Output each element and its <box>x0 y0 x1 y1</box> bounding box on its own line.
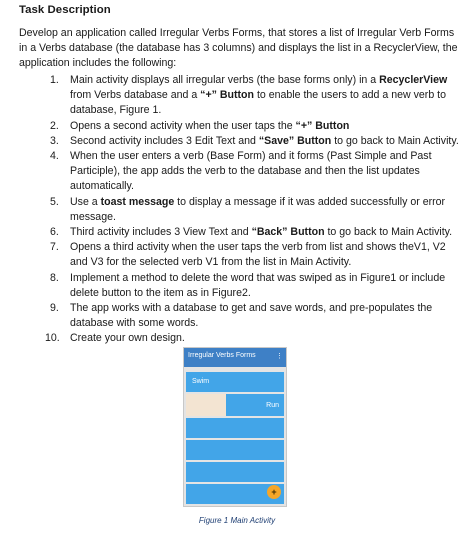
task-item <box>50 195 460 225</box>
task-item <box>50 271 460 301</box>
task-number: 7. <box>50 241 59 254</box>
task-text: Use a toast message to display a message if it was added successfully or error message. <box>70 195 446 223</box>
task-emphasis: RecyclerView <box>379 74 448 86</box>
overflow-menu-icon[interactable]: ⋮ <box>276 353 283 360</box>
app-bar <box>184 348 286 367</box>
verb-list-item[interactable] <box>186 418 284 438</box>
task-item <box>50 149 460 195</box>
task-text: Implement a method to delete the word that was swiped as in Figure1 or include delete button to the item as in Figure2. <box>70 271 446 299</box>
task-emphasis: “+” Button <box>295 119 350 132</box>
task-text: Third activity includes 3 View Text and “Back” Button to go back to Main Activity. <box>70 226 453 239</box>
task-number: 8. <box>50 271 59 284</box>
task-item <box>45 331 460 346</box>
verb-label: Run <box>266 402 279 409</box>
task-item <box>50 119 460 134</box>
app-title: Irregular Verbs Forms <box>188 352 256 359</box>
task-number: 6. <box>50 226 59 239</box>
task-number: 1. <box>50 74 59 86</box>
task-number: 4. <box>50 150 59 163</box>
task-text: Second activity includes 3 Edit Text and “Save” Button to go back to Main Activity. <box>70 134 459 147</box>
task-item <box>50 240 460 270</box>
task-heading: Task Description <box>19 4 111 16</box>
task-number: 10. <box>45 332 60 345</box>
verb-label: Swim <box>192 378 210 385</box>
task-emphasis: “Save” Button <box>258 134 332 147</box>
add-icon[interactable]: + <box>267 485 281 499</box>
task-text: Opens a third activity when the user taps the verb from list and shows theV1, V2 and V3 for the selected verb V1 from the list in Main Activity. <box>70 241 446 269</box>
task-item <box>50 73 460 119</box>
task-emphasis: “Back” Button <box>251 226 325 239</box>
task-text: Create your own design. <box>70 332 185 345</box>
verb-list-item[interactable] <box>186 462 284 482</box>
task-text: The app works with a database to get and save words, and pre-populates the database with some words. <box>70 302 433 330</box>
task-text: Opens a second activity when the user taps the “+” Button <box>70 119 350 132</box>
task-list <box>45 73 460 347</box>
task-number: 3. <box>50 134 59 147</box>
task-number: 2. <box>50 119 59 132</box>
figure-caption: Figure 1 Main Activity <box>198 516 276 525</box>
verb-list-item[interactable] <box>186 372 284 392</box>
task-item <box>50 301 460 331</box>
task-number: 9. <box>50 302 59 315</box>
task-number: 5. <box>50 195 59 208</box>
task-text: When the user enters a verb (Base Form) and it forms (Past Simple and Past Participle), the app adds the verb to the database and then the list updates automatically. <box>70 150 432 193</box>
intro-paragraph: Develop an application called Irregular Verbs Forms, that stores a list of Irregular Verb Forms in a Verbs database (the database has 3 columns) and displays the list in a RecyclerView, the application includes the following: <box>19 27 458 70</box>
task-item <box>50 134 460 149</box>
verb-list-item[interactable] <box>186 440 284 460</box>
task-emphasis: toast message <box>100 195 175 208</box>
task-text: Main activity displays all irregular verbs (the base forms only) in a RecyclerView from Verbs database and a “+” Button to enable the users to add a new verb to database, Figure 1. <box>70 74 448 117</box>
verb-list-item-swiped[interactable] <box>226 394 284 416</box>
main-activity-mockup <box>183 347 287 507</box>
task-item <box>50 225 460 240</box>
task-emphasis: “+” Button <box>200 89 254 102</box>
